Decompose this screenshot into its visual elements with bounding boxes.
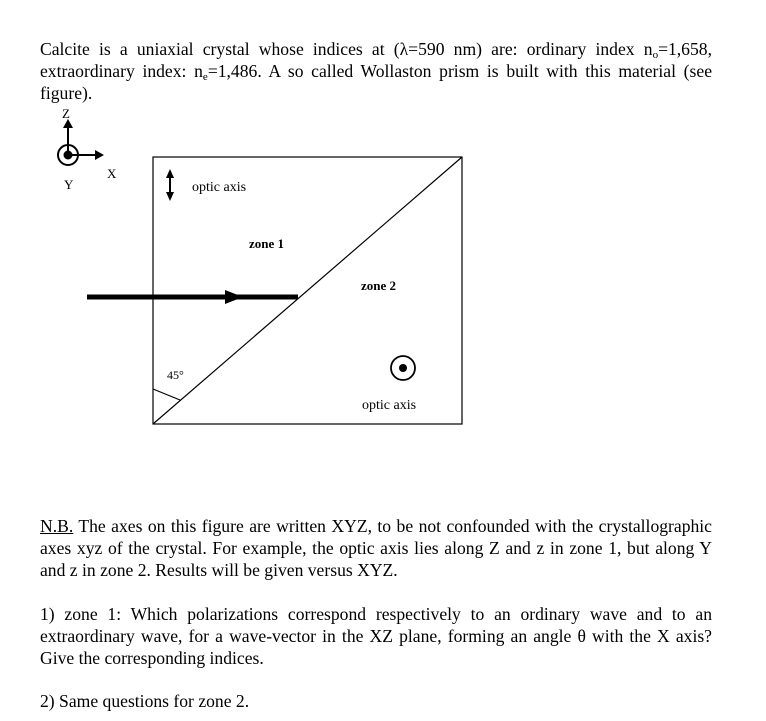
- ordinary-index-text: =1,658, extraordinary index: n: [40, 39, 712, 81]
- zone1-label: zone 1: [249, 236, 285, 251]
- angle-label: 45°: [167, 368, 184, 382]
- nb-label: N.B.: [40, 516, 74, 536]
- extraordinary-index-text: =1,486. A so called Wollaston prism is built with this material (see figure).: [40, 61, 712, 103]
- y-axis-dot-icon: [64, 151, 73, 160]
- zone1-optic-axis-arrow-icon: [166, 169, 174, 201]
- wavelength: λ=590 nm: [399, 39, 477, 59]
- nb-paragraph: [40, 515, 712, 581]
- axis-x-label: X: [107, 166, 117, 181]
- intro-text-2: ) are: ordinary index n: [476, 39, 653, 59]
- zone2-label: zone 2: [361, 278, 397, 293]
- nb-text: The axes on this figure are written XYZ, to be not confounded with the crystallographic axes xyz of the crystal. For example, the optic axis lies along Z and z in zone 1, but along Y and z in zone 2. Results will be given versus XYZ.: [40, 516, 712, 580]
- ordinary-subscript: o: [652, 49, 659, 61]
- axis-y-label: Y: [64, 177, 74, 192]
- question-2: 2) Same questions for zone 2.: [40, 691, 250, 711]
- extraordinary-subscript: e: [202, 71, 208, 83]
- beam-arrowhead-icon: [225, 290, 243, 304]
- zone1-optic-axis-label: optic axis: [192, 180, 247, 195]
- intro-text-1: Calcite is a uniaxial crystal whose indices at (: [40, 39, 400, 59]
- angle-arc: [153, 389, 180, 400]
- zone2-optic-axis-dot-icon: [399, 364, 407, 372]
- x-axis-arrowhead: [95, 150, 104, 160]
- axis-z-label: Z: [62, 106, 70, 121]
- question-1: 1) zone 1: Which polarizations correspond respectively to an ordinary wave and to an extraordinary wave, for a wave-vector in the XZ plane, forming an angle θ with the X axis? Give the corresponding indices.: [40, 604, 712, 668]
- prism-diagonal: [153, 157, 462, 424]
- zone2-optic-axis-label: optic axis: [362, 398, 417, 413]
- axes-icon: [58, 119, 104, 165]
